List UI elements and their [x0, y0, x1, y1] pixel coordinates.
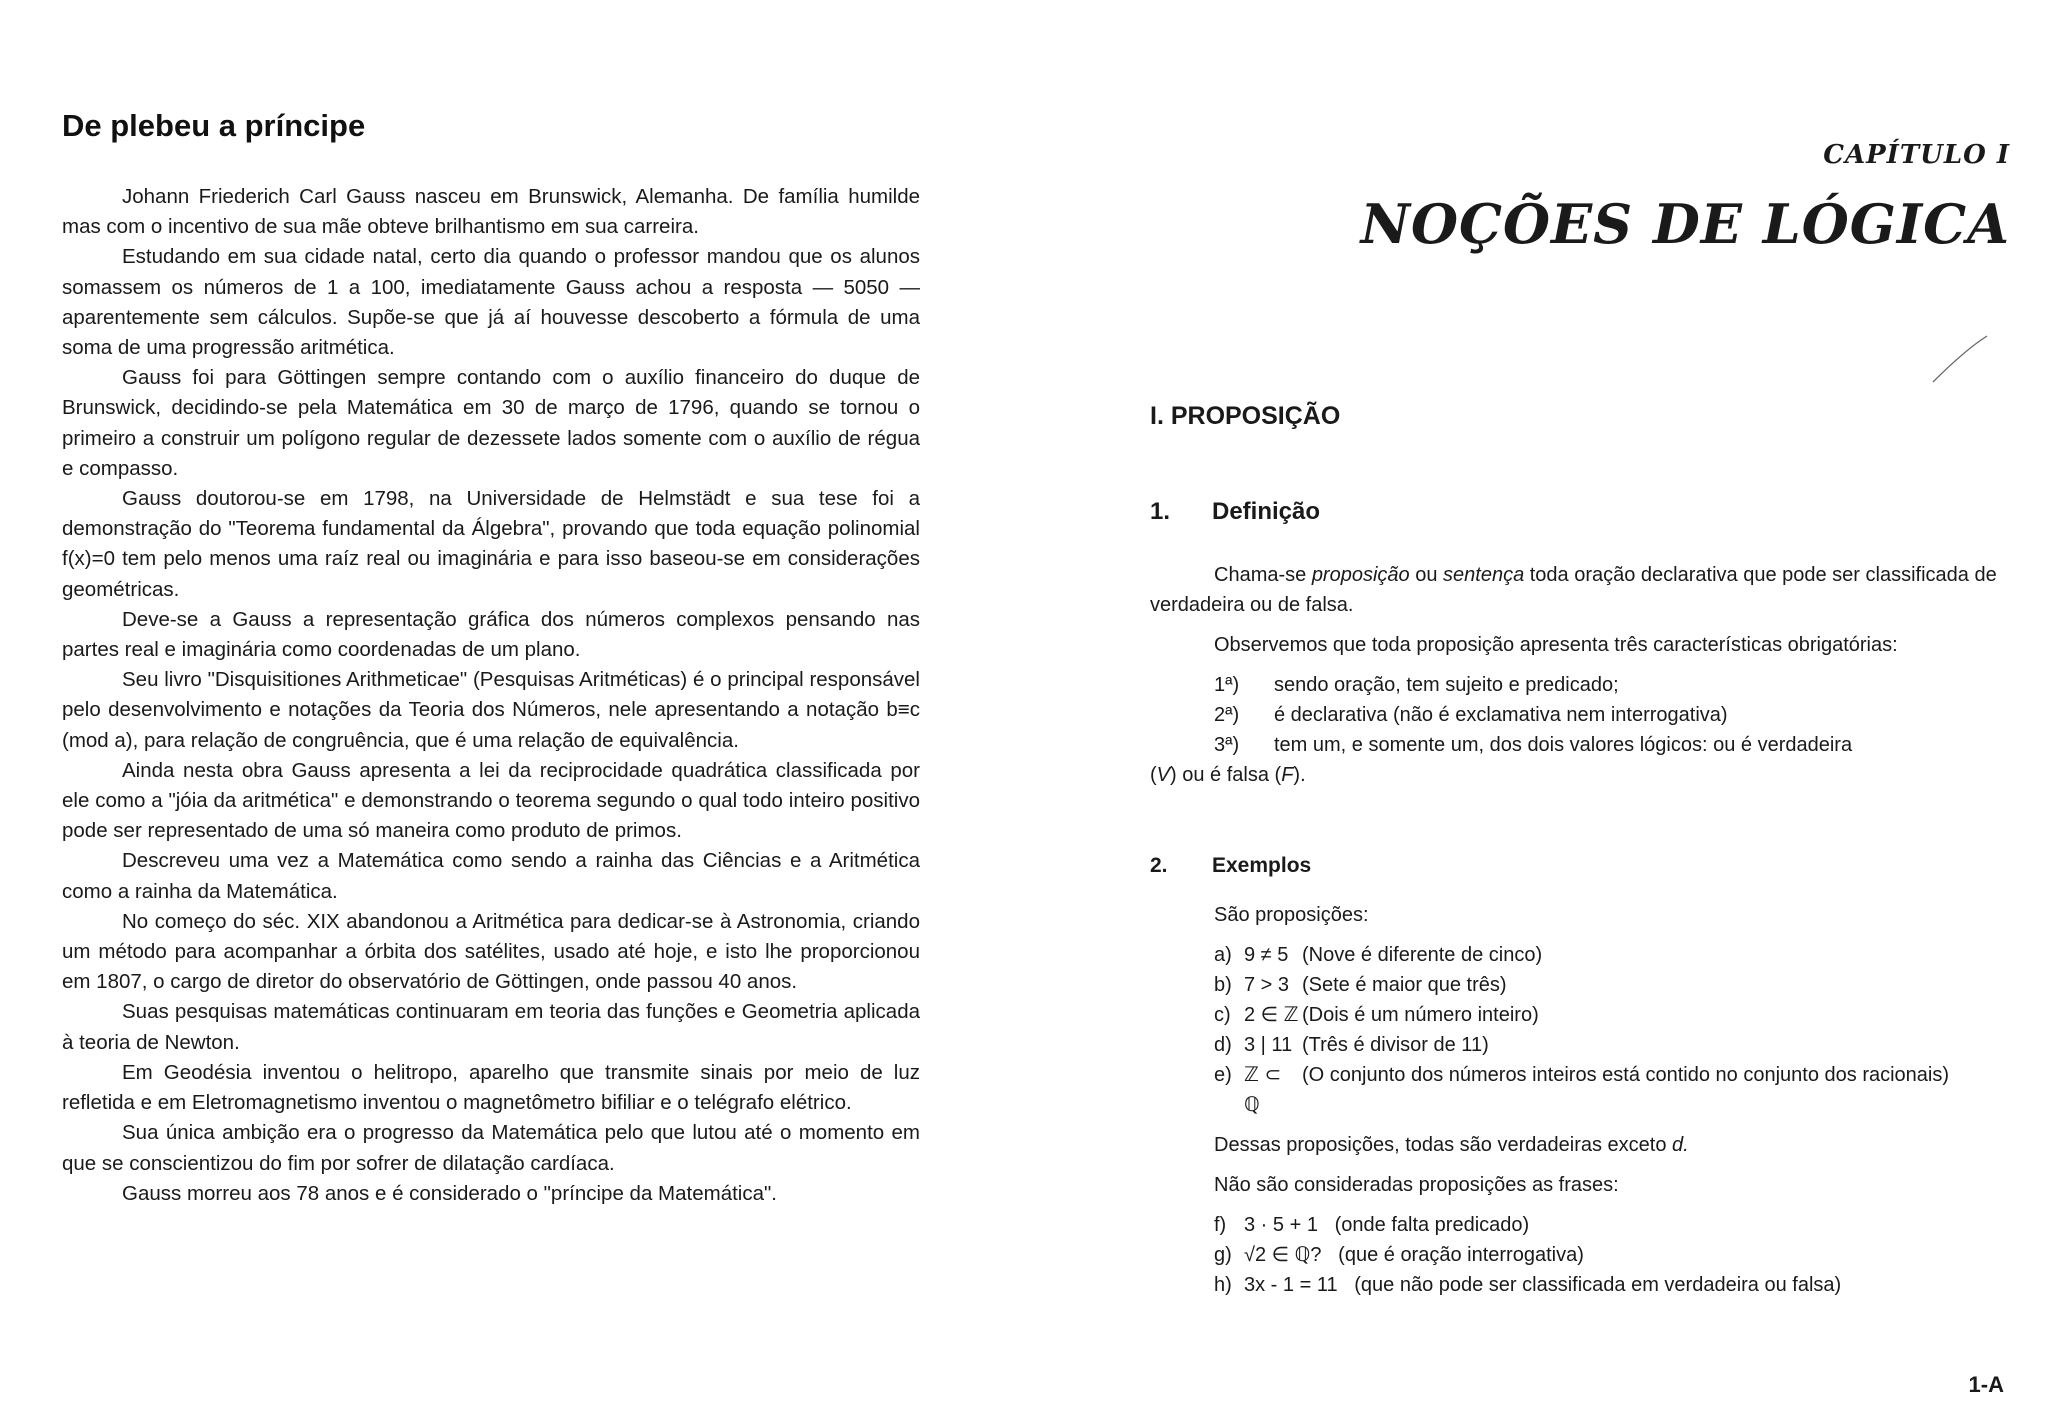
biography-paragraph: Estudando em sua cidade natal, certo dia quando o professor mandou que os alunos somassem os números de 1 a 100, imediatamente Gauss achou a resposta — 5050 — aparentemente sem cálculos. Supõe-se que já aí houvesse descoberto a fórmula de uma soma de uma progressão aritmética.	[62, 245, 920, 360]
characteristic-text: tem um, e somente um, dos dois valores lógicos: ou é verdadeira	[1274, 734, 1853, 756]
example-label: c)	[1214, 1004, 1231, 1026]
characteristic-item	[1150, 670, 2010, 700]
example-expr: 2 ∈ ℤ	[1244, 1004, 1299, 1026]
biography-paragraph: Descreveu uma vez a Matemática como sendo a rainha das Ciências e a Aritmética como a rainha da Matemática.	[62, 849, 920, 903]
example-item	[1214, 970, 2010, 1000]
biography-body	[62, 182, 920, 1209]
non-example-item	[1214, 1240, 2010, 1270]
continuation-middle: ) ou é falsa (	[1170, 764, 1282, 786]
biography-title: De plebeu a príncipe	[62, 108, 366, 143]
characteristic-text: sendo oração, tem sujeito e predicado;	[1274, 674, 1619, 696]
examples-conclusion	[1214, 1130, 2010, 1160]
non-example-label: g)	[1214, 1244, 1232, 1266]
characteristics-intro: Observemos que toda proposição apresenta três características obrigatórias:	[1214, 634, 1898, 656]
biography-paragraph: Gauss morreu aos 78 anos e é considerado o "príncipe da Matemática".	[122, 1181, 777, 1205]
non-examples-list	[1214, 1210, 2010, 1300]
example-item	[1214, 1060, 2010, 1120]
definition-prefix: Chama-se	[1214, 564, 1312, 586]
examples-block	[1214, 900, 2010, 1300]
non-example-expr: 3x - 1 = 11	[1244, 1274, 1338, 1296]
pen-stroke-mark	[1925, 330, 1995, 390]
conclusion-exception: d.	[1672, 1134, 1689, 1156]
characteristic-text: é declarativa (não é exclamativa nem interrogativa)	[1274, 704, 1728, 726]
continuation-end: ).	[1293, 764, 1306, 786]
example-desc: (Sete é maior que três)	[1302, 974, 1507, 996]
non-example-item	[1214, 1210, 2010, 1240]
subsection-heading	[1150, 498, 1320, 526]
chapter-page	[1150, 140, 2010, 1296]
non-example-expr: √2 ∈ ℚ?	[1244, 1244, 1322, 1266]
example-expr: 7 > 3	[1244, 974, 1290, 996]
value-true: V	[1156, 764, 1171, 786]
subsection-title: Definição	[1212, 498, 1321, 525]
characteristic-item	[1150, 700, 2010, 730]
definition-text	[1150, 560, 2010, 620]
term-proposicao: proposição	[1311, 564, 1410, 586]
examples-title: Exemplos	[1212, 854, 1312, 877]
biography-paragraph: Gauss doutorou-se em 1798, na Universidade de Helmstädt e sua tese foi a demonstração do "Teorema fundamental da Álgebra", provando que toda equação polinomial f(x)=0 tem pelo menos uma raíz real ou imaginária e para isso baseou-se em considerações geométricas.	[62, 487, 920, 601]
value-false: F	[1281, 764, 1294, 786]
biography-paragraph: Em Geodésia inventou o helitropo, aparelho que transmite sinais por meio de luz refletida e em Eletromagnetismo inventou o magnetômetro bifiliar e o telégrafo elétrico.	[62, 1060, 920, 1115]
examples-list	[1214, 940, 2010, 1120]
example-item	[1214, 1000, 2010, 1030]
non-example-desc: (que é oração interrogativa)	[1338, 1244, 1584, 1266]
example-desc: (Dois é um número inteiro)	[1302, 1004, 1539, 1026]
non-example-desc: (que não pode ser classificada em verdadeira ou falsa)	[1354, 1274, 1842, 1296]
characteristic-item	[1150, 730, 2010, 760]
examples-intro: São proposições:	[1214, 904, 1369, 926]
subsection-number: 1.	[1150, 498, 1171, 525]
example-item	[1214, 940, 2010, 970]
biography-page	[62, 108, 920, 1209]
biography-paragraph: Johann Friederich Carl Gauss nasceu em Brunswick, Alemanha. De família humilde mas com o incentivo de sua mãe obteve brilhantismo em sua carreira.	[62, 185, 920, 239]
definition-suffix: toda oração declarativa que pode ser classificada de verdadeira ou de falsa.	[1150, 564, 1997, 616]
characteristic-marker: 2ª)	[1214, 704, 1240, 726]
biography-paragraph: Suas pesquisas matemáticas continuaram em teoria das funções e Geometria aplicada à teoria de Newton.	[62, 1000, 920, 1054]
non-example-label: f)	[1214, 1214, 1227, 1236]
non-example-item	[1214, 1270, 2010, 1300]
biography-paragraph: Deve-se a Gauss a representação gráfica dos números complexos pensando nas partes real e imaginária como coordenadas de um plano.	[62, 607, 920, 662]
term-sentenca: sentença	[1443, 564, 1525, 586]
example-label: e)	[1214, 1064, 1232, 1086]
biography-paragraph: Sua única ambição era o progresso da Matemática pelo que lutou até o momento em que se conscientizou do fim por sofrer de dilatação cardíaca.	[62, 1121, 920, 1175]
example-expr: 9 ≠ 5	[1244, 944, 1289, 966]
examples-number: 2.	[1150, 854, 1168, 877]
example-desc: (Três é divisor de 11)	[1302, 1034, 1489, 1056]
non-example-label: h)	[1214, 1274, 1232, 1296]
characteristic-continuation: (V) ou é falsa (F).	[1150, 764, 1306, 786]
biography-paragraph: Gauss foi para Göttingen sempre contando com o auxílio financeiro do duque de Brunswick, decidindo-se pela Matemática em 30 de março de 1796, quando se tornou o primeiro a construir um polígono regular de dezessete lados somente com o auxílio de régua e compasso.	[62, 366, 920, 480]
example-label: b)	[1214, 974, 1232, 996]
definition-block	[1150, 560, 2010, 790]
section-heading: I. PROPOSIÇÃO	[1150, 402, 1341, 430]
examples-heading	[1150, 854, 1311, 878]
example-label: d)	[1214, 1034, 1232, 1056]
non-examples-intro: Não são consideradas proposições as frases:	[1214, 1174, 1619, 1196]
example-label: a)	[1214, 944, 1232, 966]
chapter-label: CAPÍTULO I	[1823, 140, 2010, 170]
characteristic-marker: 3ª)	[1214, 734, 1240, 756]
example-expr: 3 | 11	[1244, 1034, 1293, 1056]
page-number: 1-A	[1968, 1372, 2004, 1397]
chapter-title: NOÇÕES DE LÓGICA	[1360, 192, 2010, 256]
non-example-expr: 3 · 5 + 1	[1244, 1214, 1318, 1236]
biography-paragraph: No começo do séc. XIX abandonou a Aritmética para dedicar-se à Astronomia, criando um método para acompanhar a órbita dos satélites, usado até hoje, e isto lhe proporcionou em 1807, o cargo de diretor do observatório de Göttingen, onde passou 40 anos.	[62, 909, 920, 994]
example-desc: (Nove é diferente de cinco)	[1302, 944, 1543, 966]
definition-mid: ou	[1409, 564, 1444, 586]
biography-paragraph: Ainda nesta obra Gauss apresenta a lei da reciprocidade quadrática classificada por ele como a "jóia da aritmética" e demonstrando o teorema segundo o qual todo inteiro positivo pode ser representado de uma só maneira como produto de primos.	[62, 758, 920, 843]
non-example-desc: (onde falta predicado)	[1334, 1214, 1530, 1236]
characteristic-marker: 1ª)	[1214, 674, 1240, 696]
example-desc: (O conjunto dos números inteiros está contido no conjunto dos racionais)	[1302, 1064, 1950, 1086]
example-item	[1214, 1030, 2010, 1060]
conclusion-text: Dessas proposições, todas são verdadeiras exceto	[1214, 1134, 1673, 1156]
biography-paragraph: Seu livro "Disquisitiones Arithmeticae" (Pesquisas Aritméticas) é o principal responsável pelo desenvolvimento e notações da Teoria dos Números, nele apresentando a notação b≡c (mod a), para relação de congruência, que é uma relação de equivalência.	[62, 668, 920, 752]
example-expr: ℤ ⊂ ℚ	[1244, 1064, 1282, 1116]
